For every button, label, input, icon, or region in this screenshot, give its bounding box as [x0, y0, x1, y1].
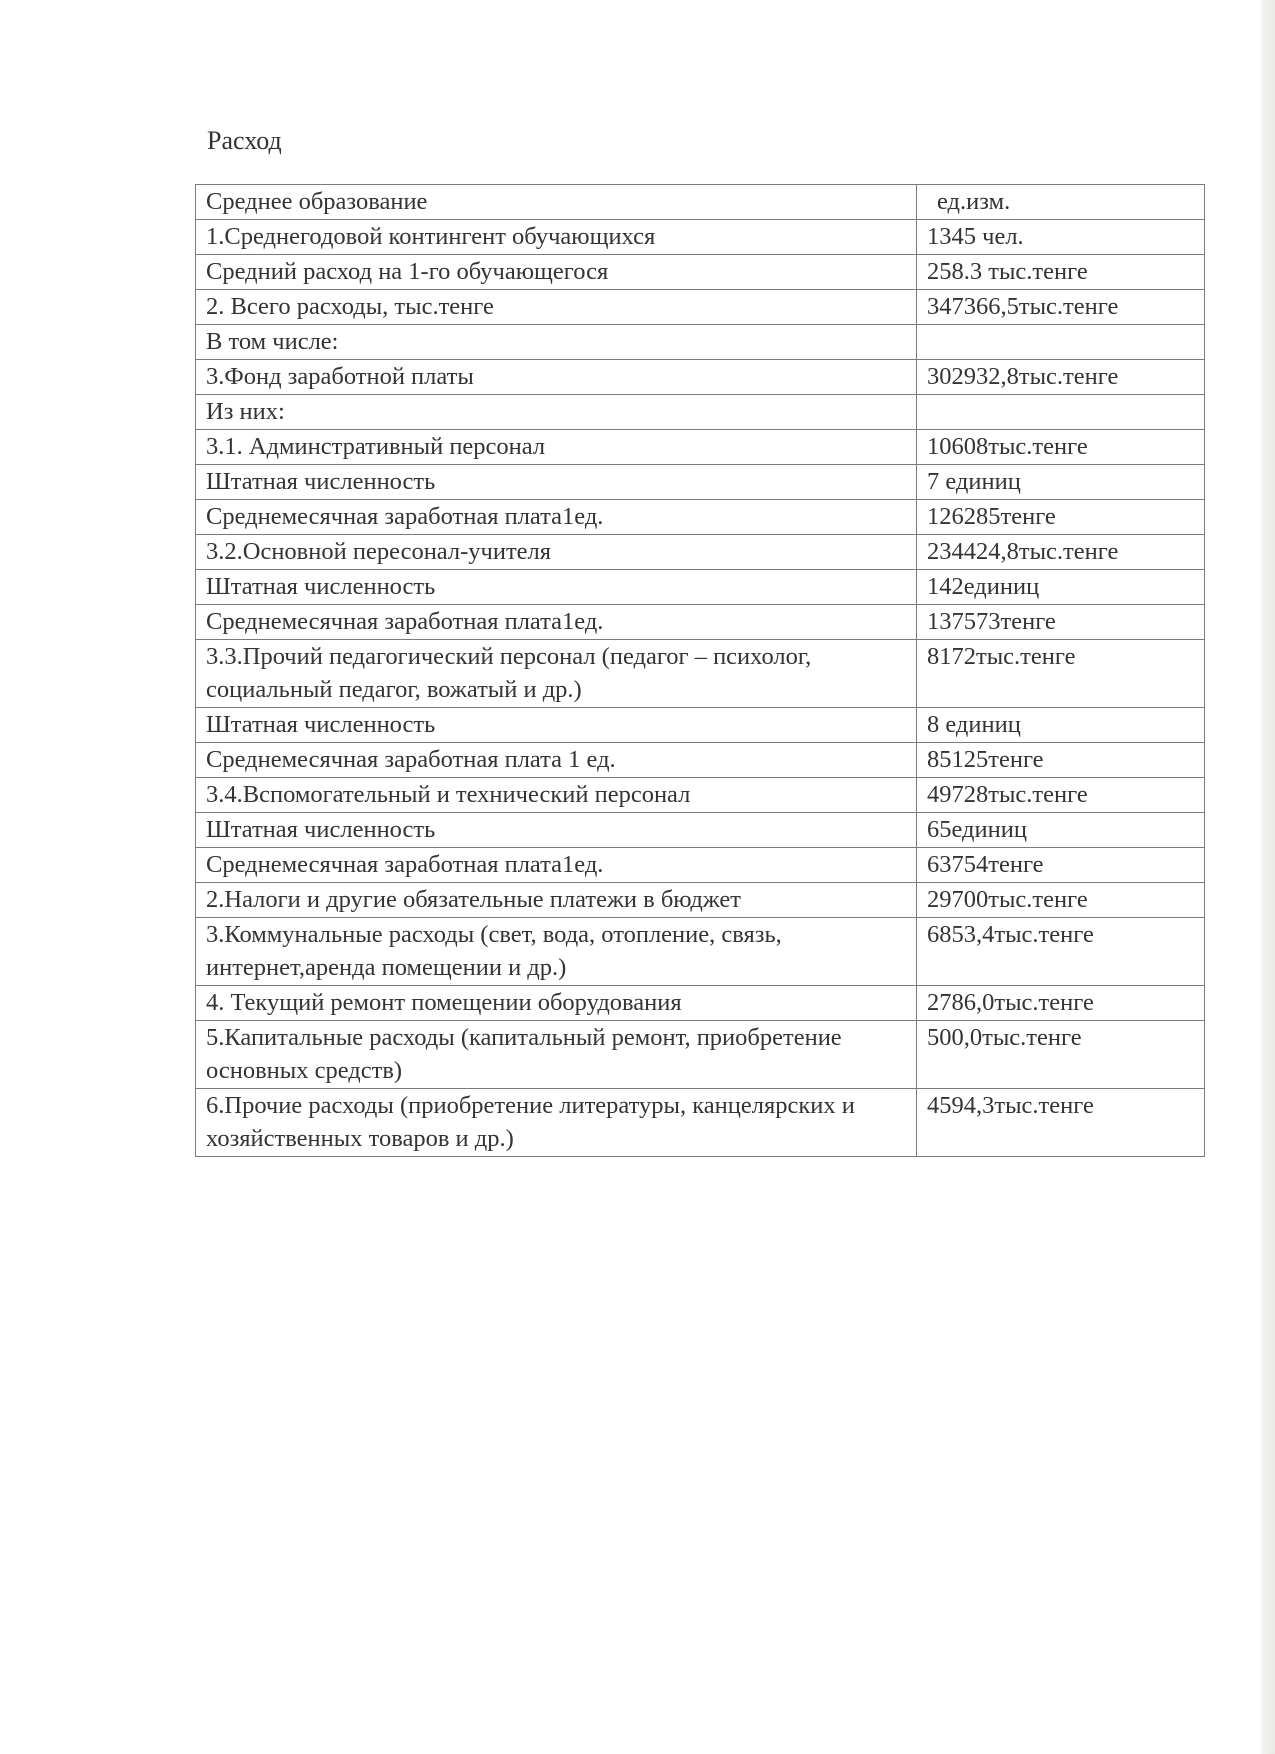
row-value: 137573тенге	[917, 605, 1205, 640]
row-label: 5.Капитальные расходы (капитальный ремонт, приобретение основных средств)	[196, 1021, 917, 1089]
row-label: Среднемесячная заработная плата 1 ед.	[196, 743, 917, 778]
table-row	[196, 465, 1205, 500]
table-row	[196, 918, 1205, 986]
row-value: 2786,0тыс.тенге	[917, 986, 1205, 1021]
row-label: Штатная численность	[196, 570, 917, 605]
table-row	[196, 185, 1205, 220]
row-label: Штатная численность	[196, 708, 917, 743]
row-value: 63754тенге	[917, 848, 1205, 883]
table-row	[196, 325, 1205, 360]
table-row	[196, 605, 1205, 640]
table-row	[196, 986, 1205, 1021]
row-value: 8 единиц	[917, 708, 1205, 743]
row-label: Среднемесячная заработная плата1ед.	[196, 500, 917, 535]
row-value: 142единиц	[917, 570, 1205, 605]
row-value	[917, 395, 1205, 430]
row-value: 49728тыс.тенге	[917, 778, 1205, 813]
row-label: Средний расход на 1-го обучающегося	[196, 255, 917, 290]
table-row	[196, 570, 1205, 605]
table-row	[196, 1021, 1205, 1089]
row-value: 65единиц	[917, 813, 1205, 848]
row-label: В том числе:	[196, 325, 917, 360]
row-value	[917, 325, 1205, 360]
table-row	[196, 290, 1205, 325]
table-row	[196, 848, 1205, 883]
row-value: 85125тенге	[917, 743, 1205, 778]
row-value: 6853,4тыс.тенге	[917, 918, 1205, 986]
table-row	[196, 883, 1205, 918]
row-value: 126285тенге	[917, 500, 1205, 535]
row-value: 1345 чел.	[917, 220, 1205, 255]
row-value: 347366,5тыс.тенге	[917, 290, 1205, 325]
row-label: Штатная численность	[196, 465, 917, 500]
row-label: 3.Коммунальные расходы (свет, вода, отопление, связь, интернет,аренда помещении и др.)	[196, 918, 917, 986]
table-row	[196, 500, 1205, 535]
table-row	[196, 360, 1205, 395]
table-row	[196, 708, 1205, 743]
row-value: 258.3 тыс.тенге	[917, 255, 1205, 290]
row-label: 3.1. Админстративный персонал	[196, 430, 917, 465]
table-row	[196, 535, 1205, 570]
table-row	[196, 813, 1205, 848]
table-row	[196, 743, 1205, 778]
row-label: Среднемесячная заработная плата1ед.	[196, 605, 917, 640]
document-heading: Расход	[207, 126, 282, 155]
table-row	[196, 430, 1205, 465]
expense-table	[195, 184, 1205, 1157]
table-row	[196, 1089, 1205, 1157]
row-label: 4. Текущий ремонт помещении оборудования	[196, 986, 917, 1021]
row-value: 10608тыс.тенге	[917, 430, 1205, 465]
row-value: 234424,8тыс.тенге	[917, 535, 1205, 570]
page-edge-shadow	[1261, 0, 1275, 1754]
row-value: 7 единиц	[917, 465, 1205, 500]
row-label: 2.Налоги и другие обязательные платежи в бюджет	[196, 883, 917, 918]
table-row	[196, 640, 1205, 708]
row-value: 302932,8тыс.тенге	[917, 360, 1205, 395]
row-label: 2. Всего расходы, тыс.тенге	[196, 290, 917, 325]
table-row	[196, 778, 1205, 813]
row-value: 4594,3тыс.тенге	[917, 1089, 1205, 1157]
table-row	[196, 220, 1205, 255]
row-label: 6.Прочие расходы (приобретение литературы, канцелярских и хозяйственных товаров и др.)	[196, 1089, 917, 1157]
row-label: 3.Фонд заработной платы	[196, 360, 917, 395]
row-label: 3.3.Прочий педагогический персонал (педагог – психолог, социальный педагог, вожатый и др.)	[196, 640, 917, 708]
row-label: Среднее образование	[196, 185, 917, 220]
row-value: 500,0тыс.тенге	[917, 1021, 1205, 1089]
row-value: 29700тыс.тенге	[917, 883, 1205, 918]
row-label: Штатная численность	[196, 813, 917, 848]
row-label: 3.2.Основной пересонал-учителя	[196, 535, 917, 570]
table-row	[196, 395, 1205, 430]
row-value: 8172тыс.тенге	[917, 640, 1205, 708]
table-row	[196, 255, 1205, 290]
row-value: ед.изм.	[917, 185, 1205, 220]
row-label: 1.Среднегодовой контингент обучающихся	[196, 220, 917, 255]
row-label: Из них:	[196, 395, 917, 430]
row-label: Среднемесячная заработная плата1ед.	[196, 848, 917, 883]
row-label: 3.4.Вспомогательный и технический персонал	[196, 778, 917, 813]
